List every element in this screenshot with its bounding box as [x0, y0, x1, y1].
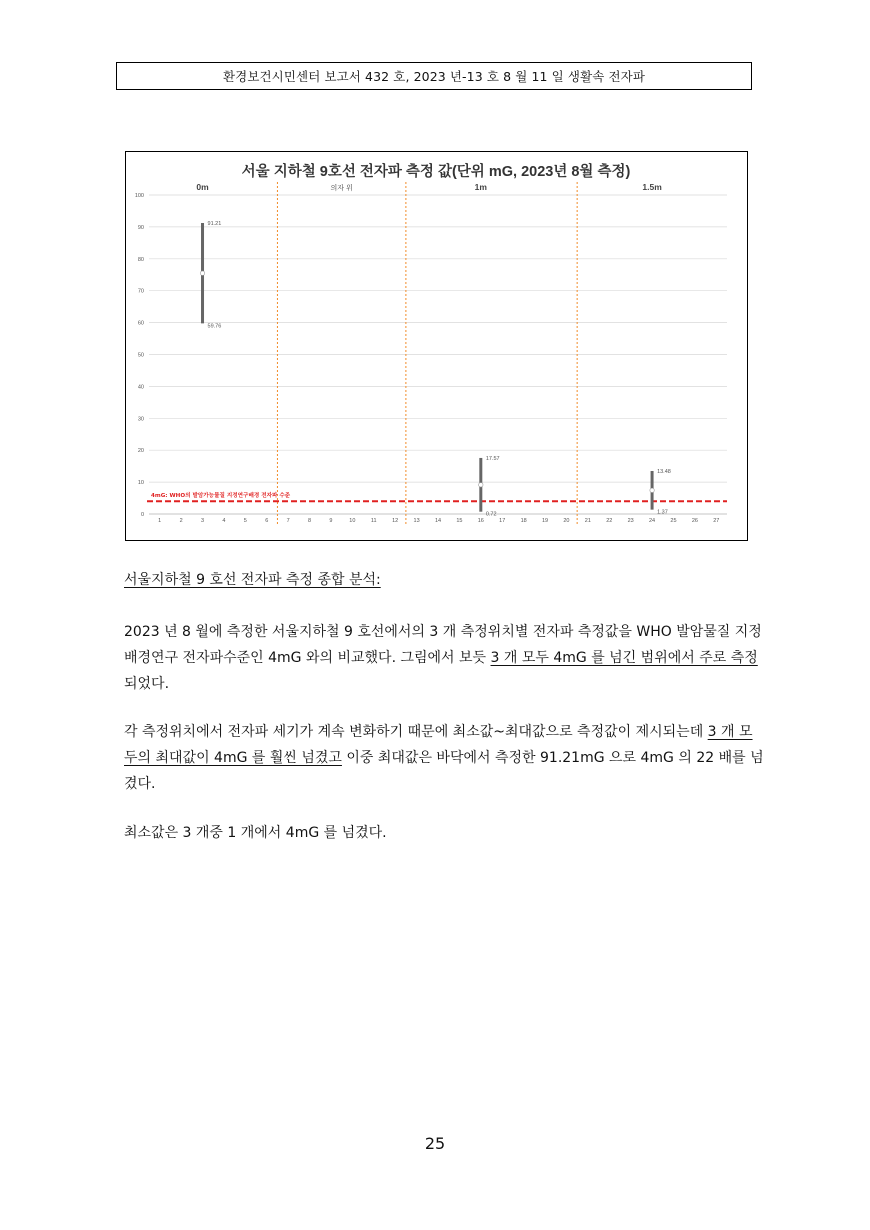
report-header-title: 환경보건시민센터 보고서 432 호, 2023 년-13 호 8 월 11 일 생활속 전자파	[222, 69, 646, 84]
x-tick-label-12: 12	[392, 518, 399, 524]
y-tick-label-30: 30	[137, 416, 144, 423]
x-tick-label-11: 11	[370, 518, 377, 524]
paragraph-2-underlined: 3 개 모두의 최대값이 4mG 를 훨씬 넘겼고	[124, 724, 753, 766]
range-max-label-2: 17.57	[485, 455, 500, 462]
y-tick-label-90: 90	[137, 224, 144, 231]
y-tick-label-80: 80	[137, 256, 144, 263]
range-marker-1	[200, 271, 204, 275]
x-tick-label-6: 6	[265, 518, 269, 524]
x-tick-label-4: 4	[222, 518, 226, 524]
range-max-label-1: 91.21	[207, 221, 222, 228]
y-tick-label-50: 50	[137, 352, 144, 359]
chart-title: 서울 지하철 9호선 전자파 측정 값(단위 mG, 2023년 8월 측정)	[241, 164, 631, 180]
range-min-label-1: 59.76	[207, 323, 222, 330]
paragraph-1-text-a: 2023 년 8 월에 측정한 서울지하철 9 호선에서의 3 개 측정위치별 전자파 측정값을 WHO 발암물질 지정배경연구 전자파수준인 4mG 와의 비교했다. 그림에서 보듯	[124, 624, 762, 666]
range-min-label-3: 1.37	[657, 509, 668, 516]
section-label-1: 0m	[196, 182, 209, 192]
page-number: 25	[424, 1134, 446, 1153]
x-tick-label-21: 21	[584, 518, 591, 524]
paragraph-3-text: 최소값은 3 개중 1 개에서 4mG 를 넘겼다.	[124, 825, 387, 841]
y-tick-label-40: 40	[137, 384, 144, 391]
paragraph-1-text-b: 되었다.	[124, 676, 170, 692]
x-tick-label-19: 19	[541, 518, 549, 524]
x-tick-label-7: 7	[286, 518, 290, 524]
x-tick-label-20: 20	[563, 518, 570, 524]
paragraph-2-text-a: 각 측정위치에서 전자파 세기가 계속 변화하기 때문에 최소값~최대값으로 측정값이 제시되는데	[124, 724, 708, 740]
y-tick-label-70: 70	[137, 288, 144, 295]
x-tick-label-13: 13	[413, 518, 420, 524]
analysis-heading: 서울지하철 9 호선 전자파 측정 종합 분석:	[124, 572, 381, 588]
paragraph-3	[124, 820, 764, 846]
paragraph-2-text-b: 이중 최대값은 바닥에서 측정한 91.21mG 으로 4mG 의 22 배를 넘겼다.	[124, 750, 764, 792]
x-tick-label-23: 23	[627, 518, 634, 524]
y-tick-label-20: 20	[137, 448, 144, 455]
x-tick-label-24: 24	[649, 518, 656, 524]
range-max-label-3: 13.48	[657, 468, 671, 475]
x-tick-label-2: 2	[179, 518, 183, 524]
x-tick-label-9: 9	[329, 518, 333, 524]
paragraph-1-underlined: 3 개 모두 4mG 를 넘긴 범위에서 주로 측정	[490, 650, 758, 666]
y-tick-label-0: 0	[140, 512, 144, 518]
range-marker-3	[650, 488, 654, 492]
x-tick-label-18: 18	[520, 518, 527, 524]
range-min-label-2: 0.72	[485, 511, 497, 518]
x-tick-label-5: 5	[243, 518, 247, 524]
x-tick-label-25: 25	[670, 518, 677, 524]
x-tick-label-14: 14	[434, 518, 442, 524]
section-label-3: 1m	[474, 182, 487, 192]
analysis-heading-block	[124, 567, 764, 593]
y-tick-label-100: 100	[134, 193, 144, 199]
paragraph-2	[124, 719, 764, 797]
reference-line-label: 4mG: WHO의 발암가능물질 지정연구배경 전자파 수준	[151, 493, 291, 500]
report-header	[116, 62, 752, 90]
x-tick-label-17: 17	[499, 518, 506, 524]
x-tick-label-26: 26	[691, 518, 698, 524]
x-tick-label-22: 22	[606, 518, 613, 524]
section-label-4: 1.5m	[642, 182, 662, 192]
x-tick-label-1: 1	[158, 518, 162, 524]
y-tick-label-10: 10	[137, 480, 144, 487]
paragraph-1	[124, 619, 764, 697]
section-label-2: 의자 위	[330, 185, 353, 192]
range-marker-2	[479, 483, 483, 487]
emf-chart	[125, 151, 748, 541]
x-tick-label-8: 8	[308, 518, 312, 524]
x-tick-label-16: 16	[477, 518, 484, 524]
x-tick-label-3: 3	[200, 518, 205, 524]
x-tick-label-27: 27	[713, 518, 720, 524]
x-tick-label-15: 15	[456, 518, 463, 524]
y-tick-label-60: 60	[137, 320, 144, 327]
emf-chart-svg	[126, 152, 747, 540]
x-tick-label-10: 10	[349, 518, 356, 524]
